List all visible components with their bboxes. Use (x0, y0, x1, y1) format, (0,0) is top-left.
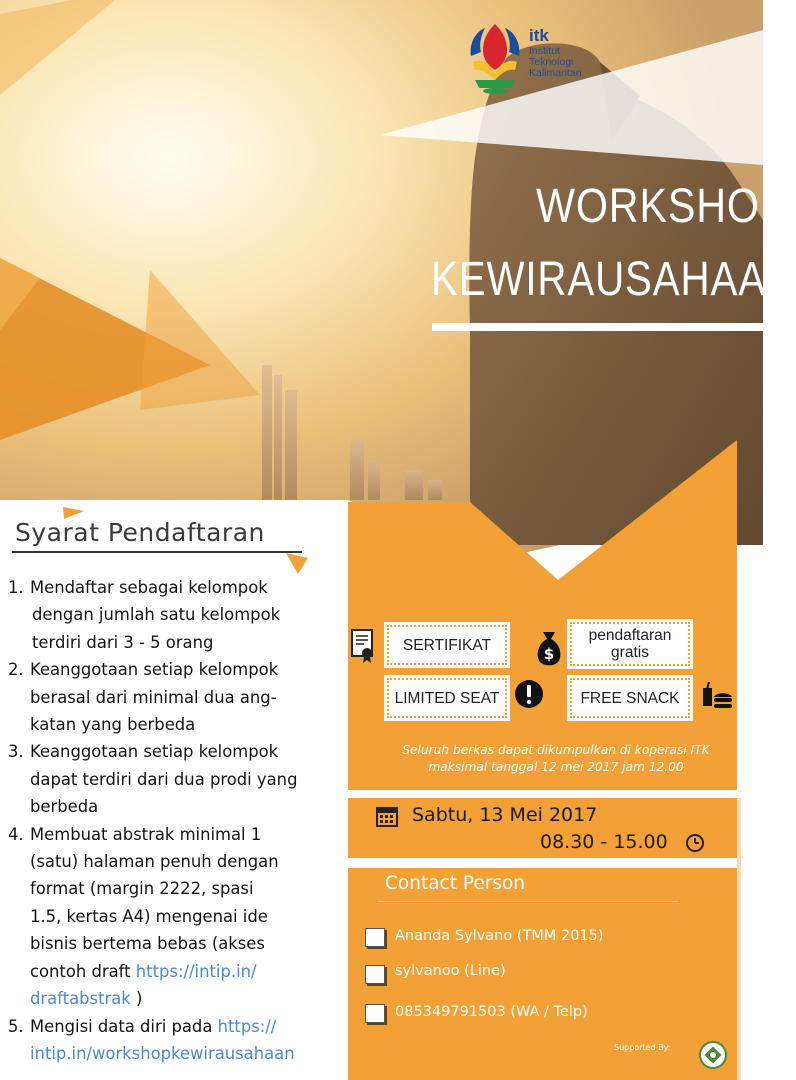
draft-abstract-link-cont[interactable]: draftabstrak (30, 989, 131, 1009)
free-registration-badge (570, 622, 690, 666)
requirement-line: berasal dari minimal dua ang- (30, 687, 277, 707)
contact-bullet-icon (365, 965, 385, 984)
supported-by-label: Supported By: (614, 1043, 671, 1052)
registration-link[interactable]: https:// (217, 1016, 277, 1036)
logo-acronym: itk (529, 26, 549, 45)
requirement-line-with-link (30, 1013, 348, 1040)
requirement-item-4 (8, 821, 348, 1013)
certificate-icon (350, 628, 376, 664)
logo-name-line-2: Teknologi (529, 56, 574, 68)
contact-heading: Contact Person (385, 873, 526, 894)
requirement-number: 4. (8, 824, 24, 844)
title-line-2: KEWIRAUSAHAAN (431, 253, 796, 306)
requirement-number: 1. (8, 578, 24, 597)
clock-icon (685, 833, 705, 853)
itk-logo (465, 18, 585, 98)
requirement-line-with-link (30, 958, 348, 985)
contact-bullet-icon (365, 1004, 385, 1023)
logo-name-line-3: Kalimantan (529, 67, 582, 79)
requirement-line: 1.5, kertas A4) mengenai ide (30, 906, 268, 926)
requirements-list (8, 574, 348, 1067)
calendar-icon (376, 805, 398, 827)
logo-name-line-1: Institut (529, 45, 560, 57)
limited-seat-badge: LIMITED SEAT (387, 678, 507, 718)
exclamation-icon (513, 678, 545, 710)
title-line-1: WORKSHOP (536, 180, 789, 233)
requirements-heading-underline (12, 551, 302, 553)
svg-text:$: $ (543, 645, 555, 663)
requirement-line: Keanggotaan setiap kelompok (30, 742, 279, 762)
submission-note (350, 742, 762, 776)
requirement-line: Mendaftar sebagai kelompok (30, 578, 268, 597)
requirement-line: katan yang berbeda (30, 715, 196, 735)
requirement-line: Keanggotaan setiap kelompok (30, 660, 279, 680)
requirement-item-1 (8, 574, 348, 656)
event-time: 08.30 - 15.00 (540, 831, 668, 853)
contact-phone: 085349791503 (WA / Telp) (395, 1004, 588, 1020)
free-registration-line-1: pendaftaran (588, 627, 672, 644)
requirement-line: format (margin 2222, spasi (30, 879, 254, 899)
contact-bullet-icon (365, 928, 385, 947)
contact-divider (378, 901, 678, 902)
requirement-item-3 (8, 738, 348, 820)
requirement-line-text: ) (130, 989, 143, 1009)
requirement-line-text: Mengisi data diri pada (30, 1016, 218, 1036)
submission-note-line-1: Seluruh berkas dapat dikumpulkan di koperasi ITK (402, 743, 710, 757)
requirement-line-with-link (30, 985, 348, 1012)
requirement-line: dengan jumlah satu kelompok (32, 605, 281, 625)
requirements-heading: Syarat Pendaftaran (15, 518, 265, 547)
draft-abstract-link[interactable]: https://intip.in/ (135, 961, 257, 981)
certificate-badge: SERTIFIKAT (387, 625, 507, 665)
requirement-line: Membuat abstrak minimal 1 (30, 824, 262, 844)
requirement-line-text: contoh draft (30, 961, 136, 981)
contact-person: Ananda Sylvano (TMM 2015) (395, 928, 604, 944)
itk-emblem-icon (465, 18, 525, 96)
event-date: Sabtu, 13 Mei 2017 (412, 804, 598, 826)
submission-note-line-2: maksimal tanggal 12 mei 2017 jam 12.00 (428, 760, 684, 774)
snack-icon (700, 680, 734, 714)
logo-institution-name (529, 46, 582, 79)
money-bag-icon (533, 628, 565, 666)
requirement-line: dapat terdiri dari dua prodi yang (30, 769, 298, 789)
registration-link-cont[interactable]: intip.in/workshopkewirausahaan (30, 1043, 295, 1063)
sponsor-logo-icon (698, 1040, 728, 1070)
requirement-item-5 (8, 1013, 348, 1068)
requirement-line: terdiri dari 3 - 5 orang (32, 632, 214, 652)
contact-line-id: sylvanoo (Line) (395, 963, 506, 979)
requirement-line: berbeda (30, 797, 99, 817)
requirement-number: 3. (8, 742, 24, 762)
requirement-number: 5. (8, 1016, 24, 1036)
requirement-item-2 (8, 656, 348, 738)
requirement-number: 2. (8, 660, 24, 680)
free-snack-badge: FREE SNACK (570, 678, 690, 718)
requirement-line: bisnis bertema bebas (akses (30, 934, 265, 954)
requirement-line: (satu) halaman penuh dengan (30, 852, 279, 872)
free-registration-line-2: gratis (611, 644, 649, 661)
